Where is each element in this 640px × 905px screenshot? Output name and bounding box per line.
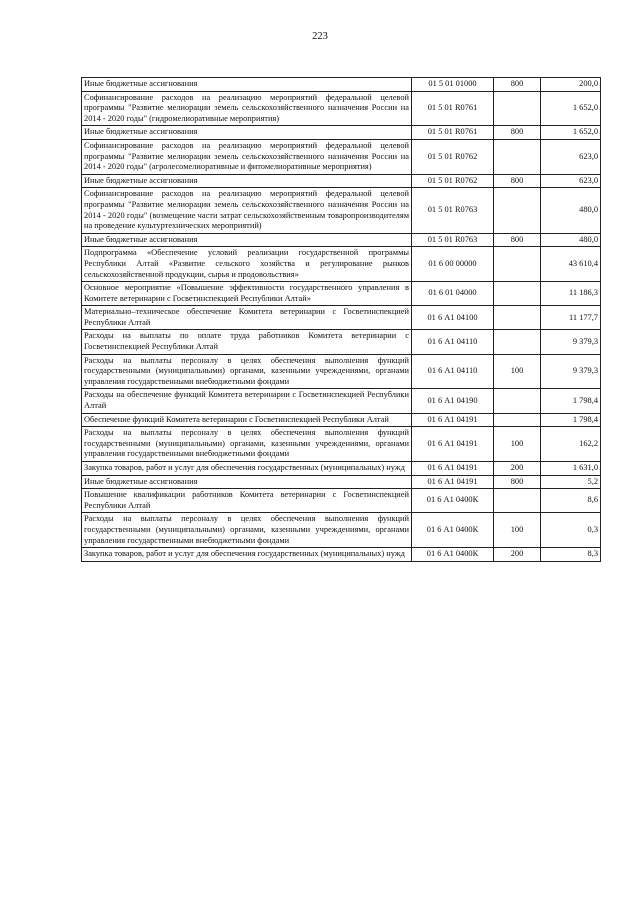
row-amount-cell: 11 177,7: [541, 306, 601, 330]
row-code-cell: 01 6 А1 0400К: [412, 489, 494, 513]
row-expense-type-cell: 800: [494, 174, 541, 188]
row-name-cell: Софинансирование расходов на реализацию мероприятий федеральной целевой программы "Развитие мелиорации земель сельскохозяйственного назначения России на 2014 - 2020 годы" (возмещение части затрат сельскохозяйственным товаропроизводителям на проведение культуртехнических мероприятий): [82, 188, 412, 233]
row-amount-cell: 5,2: [541, 475, 601, 489]
row-expense-type-cell: 800: [494, 233, 541, 247]
table-row: [82, 330, 601, 354]
row-amount-cell: 11 186,3: [541, 282, 601, 306]
page-number: 223: [312, 31, 328, 42]
row-code-cell: 01 6 А1 04100: [412, 306, 494, 330]
row-name-cell: Иные бюджетные ассигнования: [82, 475, 412, 489]
row-code-cell: 01 6 А1 0400К: [412, 548, 494, 562]
row-name-cell: Софинансирование расходов на реализацию мероприятий федеральной целевой программы "Развитие мелиорации земель сельскохозяйственного назначения России на 2014 - 2020 годы" (агролесомелиоративные и фитомелиоративные мероприятия): [82, 139, 412, 174]
row-amount-cell: 8,3: [541, 548, 601, 562]
row-name-cell: Основное мероприятие «Повышение эффективности государственного управления в Комитете ветеринарии с Госветинспекцией Республики Алтай»: [82, 282, 412, 306]
row-amount-cell: 200,0: [541, 78, 601, 92]
table-row: [82, 489, 601, 513]
table-row: [82, 427, 601, 462]
row-expense-type-cell: [494, 389, 541, 413]
row-amount-cell: 1 798,4: [541, 413, 601, 427]
row-expense-type-cell: 100: [494, 513, 541, 548]
row-name-cell: Обеспечение функций Комитета ветеринарии с Госветинспекцией Республики Алтай: [82, 413, 412, 427]
row-amount-cell: 1 652,0: [541, 126, 601, 140]
row-code-cell: 01 6 00 00000: [412, 247, 494, 282]
row-expense-type-cell: 100: [494, 427, 541, 462]
row-amount-cell: 9 379,3: [541, 330, 601, 354]
row-expense-type-cell: [494, 91, 541, 126]
table-row: [82, 548, 601, 562]
table-row: [82, 139, 601, 174]
row-name-cell: Иные бюджетные ассигнования: [82, 233, 412, 247]
row-name-cell: Иные бюджетные ассигнования: [82, 78, 412, 92]
row-code-cell: 01 6 А1 04191: [412, 462, 494, 476]
row-amount-cell: 623,0: [541, 174, 601, 188]
row-amount-cell: 1 798,4: [541, 389, 601, 413]
row-code-cell: 01 5 01 R0761: [412, 91, 494, 126]
table-row: [82, 233, 601, 247]
table-row: [82, 126, 601, 140]
table-row: [82, 413, 601, 427]
row-amount-cell: 43 610,4: [541, 247, 601, 282]
row-expense-type-cell: [494, 306, 541, 330]
row-code-cell: 01 5 01 R0762: [412, 174, 494, 188]
row-code-cell: 01 5 01 R0761: [412, 126, 494, 140]
row-expense-type-cell: [494, 489, 541, 513]
budget-table-body: [82, 78, 601, 562]
row-name-cell: Иные бюджетные ассигнования: [82, 174, 412, 188]
row-name-cell: Расходы на обеспечение функций Комитета ветеринарии с Госветинспекцией Республики Алтай: [82, 389, 412, 413]
row-name-cell: Расходы на выплаты персоналу в целях обеспечения выполнения функций государственными (муниципальными) органами, казенными учреждениями, органами управления государственными внебюджетными фондами: [82, 513, 412, 548]
row-expense-type-cell: [494, 330, 541, 354]
row-amount-cell: 480,0: [541, 233, 601, 247]
row-expense-type-cell: 800: [494, 78, 541, 92]
row-amount-cell: 1 631,0: [541, 462, 601, 476]
row-amount-cell: 480,0: [541, 188, 601, 233]
table-row: [82, 306, 601, 330]
row-code-cell: 01 6 А1 04110: [412, 330, 494, 354]
row-expense-type-cell: 800: [494, 126, 541, 140]
row-name-cell: Расходы на выплаты по оплате труда работников Комитета ветеринарии с Госветинспекцией Республики Алтай: [82, 330, 412, 354]
row-expense-type-cell: 100: [494, 354, 541, 389]
row-expense-type-cell: [494, 188, 541, 233]
row-name-cell: Подпрограмма «Обеспечение условий реализации государственной программы Республики Алтай «Развитие сельского хозяйства и регулирование рынков сельскохозяйственной продукции, сырья и продовольствия»: [82, 247, 412, 282]
table-row: [82, 462, 601, 476]
row-code-cell: 01 6 А1 04190: [412, 389, 494, 413]
table-row: [82, 188, 601, 233]
table-row: [82, 475, 601, 489]
row-code-cell: 01 6 А1 04191: [412, 413, 494, 427]
row-code-cell: 01 6 А1 04191: [412, 475, 494, 489]
table-row: [82, 513, 601, 548]
row-name-cell: Расходы на выплаты персоналу в целях обеспечения выполнения функций государственными (муниципальными) органами, казенными учреждениями, органами управления государственными внебюджетными фондами: [82, 354, 412, 389]
table-row: [82, 247, 601, 282]
row-name-cell: Закупка товаров, работ и услуг для обеспечения государственных (муниципальных) нужд: [82, 462, 412, 476]
row-code-cell: 01 6 А1 04110: [412, 354, 494, 389]
row-expense-type-cell: [494, 413, 541, 427]
row-amount-cell: 9 379,3: [541, 354, 601, 389]
row-expense-type-cell: 200: [494, 462, 541, 476]
row-code-cell: 01 5 01 R0762: [412, 139, 494, 174]
row-amount-cell: 8,6: [541, 489, 601, 513]
table-row: [82, 282, 601, 306]
row-expense-type-cell: 200: [494, 548, 541, 562]
table-row: [82, 389, 601, 413]
row-name-cell: Иные бюджетные ассигнования: [82, 126, 412, 140]
budget-table: [81, 77, 601, 562]
row-code-cell: 01 5 01 01000: [412, 78, 494, 92]
row-expense-type-cell: 800: [494, 475, 541, 489]
table-row: [82, 78, 601, 92]
row-code-cell: 01 5 01 R0763: [412, 188, 494, 233]
row-amount-cell: 162,2: [541, 427, 601, 462]
table-row: [82, 174, 601, 188]
table-row: [82, 91, 601, 126]
table-row: [82, 354, 601, 389]
row-expense-type-cell: [494, 247, 541, 282]
row-amount-cell: 1 652,0: [541, 91, 601, 126]
row-code-cell: 01 6 01 04000: [412, 282, 494, 306]
row-amount-cell: 0,3: [541, 513, 601, 548]
row-code-cell: 01 6 А1 04191: [412, 427, 494, 462]
row-name-cell: Повышение квалификации работников Комитета ветеринарии с Госветинспекцией Республики Алтай: [82, 489, 412, 513]
row-expense-type-cell: [494, 139, 541, 174]
row-code-cell: 01 6 А1 0400К: [412, 513, 494, 548]
row-name-cell: Расходы на выплаты персоналу в целях обеспечения выполнения функций государственными (муниципальными) органами, казенными учреждениями, органами управления государственными внебюджетными фондами: [82, 427, 412, 462]
row-amount-cell: 623,0: [541, 139, 601, 174]
row-expense-type-cell: [494, 282, 541, 306]
row-code-cell: 01 5 01 R0763: [412, 233, 494, 247]
row-name-cell: Материально–техническое обеспечение Комитета ветеринарии с Госветинспекцией Республики Алтай: [82, 306, 412, 330]
row-name-cell: Софинансирование расходов на реализацию мероприятий федеральной целевой программы "Развитие мелиорации земель сельскохозяйственного назначения России на 2014 - 2020 годы" (гидромелиоративные мероприятия): [82, 91, 412, 126]
row-name-cell: Закупка товаров, работ и услуг для обеспечения государственных (муниципальных) нужд: [82, 548, 412, 562]
